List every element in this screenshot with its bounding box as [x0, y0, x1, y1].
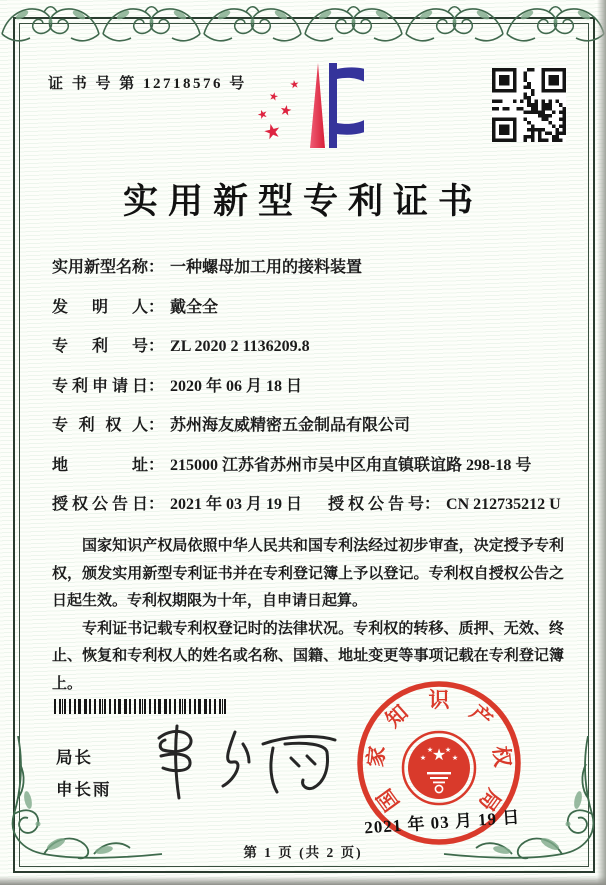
- field-value: 一种螺母加工用的接料装置: [170, 259, 363, 276]
- field-label: 专利号: [52, 338, 148, 355]
- field-label: 授权公告日: [52, 496, 148, 513]
- seal-date: 2021 年 03 月 19 日: [363, 807, 521, 838]
- logo-star-icon: ★: [255, 105, 271, 123]
- field-row-name: [52, 254, 568, 294]
- colon: ：: [148, 377, 165, 395]
- photo-edge: [0, 876, 606, 885]
- logo-star-icon: ★: [278, 102, 294, 121]
- field-label: 实用新型名称: [52, 259, 149, 276]
- barcode: [54, 699, 226, 714]
- svg-text:产: 产: [465, 699, 498, 733]
- field-label: 专利申请日: [52, 377, 148, 395]
- logo-red-wedge: [310, 63, 325, 148]
- legal-text: [52, 533, 564, 698]
- national-emblem: [403, 732, 475, 804]
- legal-paragraph: 国家知识产权局依照中华人民共和国专利法经过初步审查，决定授予专利权，颁发实用新型专利证书并在专利登记簿上予以登记。专利权自授权公告之日起生效。专利权期限为十年，自申请日起算。: [52, 538, 564, 609]
- logo-star-icon: ★: [288, 77, 301, 92]
- svg-text:识: 识: [428, 687, 450, 712]
- colon: ：: [148, 259, 165, 276]
- field-label: 专利权人: [52, 417, 148, 434]
- svg-text:国: 国: [371, 784, 404, 817]
- cnipa-logo: [248, 60, 364, 152]
- certificate-number: 证 书 号 第 12718576 号: [48, 76, 247, 92]
- document-title: 实用新型专利证书: [122, 182, 483, 221]
- field-label: 地址: [52, 456, 148, 474]
- field-label: 授权公告号: [328, 496, 425, 513]
- logo-blue-p-stem: [329, 63, 337, 148]
- logo-star-icon: ★: [267, 89, 280, 104]
- emblem-star-icon: ★: [451, 754, 459, 762]
- colon: ：: [148, 417, 165, 434]
- colon: ：: [148, 338, 165, 355]
- field-value: 2021 年 03 月 19 日: [170, 496, 303, 513]
- svg-text:家: 家: [362, 744, 390, 769]
- field-value: 戴全全: [170, 298, 219, 316]
- field-row-grant: [52, 491, 568, 531]
- field-row-patent-number: [52, 333, 568, 373]
- field-row-filing-date: [52, 373, 568, 413]
- field-row-inventor: [52, 294, 568, 334]
- field-row-address: [52, 452, 568, 492]
- field-value: ZL 2020 2 1136209.8: [170, 338, 310, 355]
- officer-name: 申长雨: [56, 780, 112, 799]
- field-list: [52, 254, 568, 531]
- field-value: CN 212735212 U: [446, 496, 561, 513]
- page-number: 第 1 页 (共 2 页): [243, 845, 363, 860]
- logo-blue-p-bowl: [337, 67, 364, 134]
- colon: ：: [148, 496, 165, 513]
- photo-edge: [597, 0, 606, 885]
- emblem-star-icon: ★: [426, 746, 434, 754]
- svg-text:局: 局: [474, 784, 507, 817]
- officer-title: 局长: [56, 748, 93, 767]
- qr-code: [492, 68, 566, 142]
- emblem-star-icon: ★: [444, 746, 452, 754]
- field-value: 215000 江苏省苏州市吴中区甪直镇联谊路 298-18 号: [170, 456, 532, 474]
- bottom-left-corner-ornament: [4, 736, 164, 868]
- field-row-patentee: [52, 412, 568, 452]
- svg-text:知: 知: [380, 699, 413, 733]
- colon: ：: [148, 298, 165, 316]
- field-value: 2020 年 06 月 18 日: [170, 377, 303, 395]
- field-label: 发明人: [52, 298, 148, 316]
- top-border-ornament: [0, 0, 606, 46]
- emblem-star-icon: ★: [419, 754, 427, 762]
- colon: ：: [148, 456, 165, 474]
- logo-star-icon: ★: [260, 117, 284, 146]
- signature-handwriting: [135, 720, 350, 805]
- emblem-star-icon: ★: [431, 745, 447, 764]
- field-value: 苏州海友威精密五金制品有限公司: [170, 417, 411, 434]
- svg-text:权: 权: [488, 744, 516, 769]
- colon: ：: [424, 496, 441, 513]
- legal-paragraph: 专利证书记载专利权登记时的法律状况。专利权的转移、质押、无效、终止、恢复和专利权人的姓名或名称、国籍、地址变更等事项记载在专利登记簿上。: [52, 620, 564, 692]
